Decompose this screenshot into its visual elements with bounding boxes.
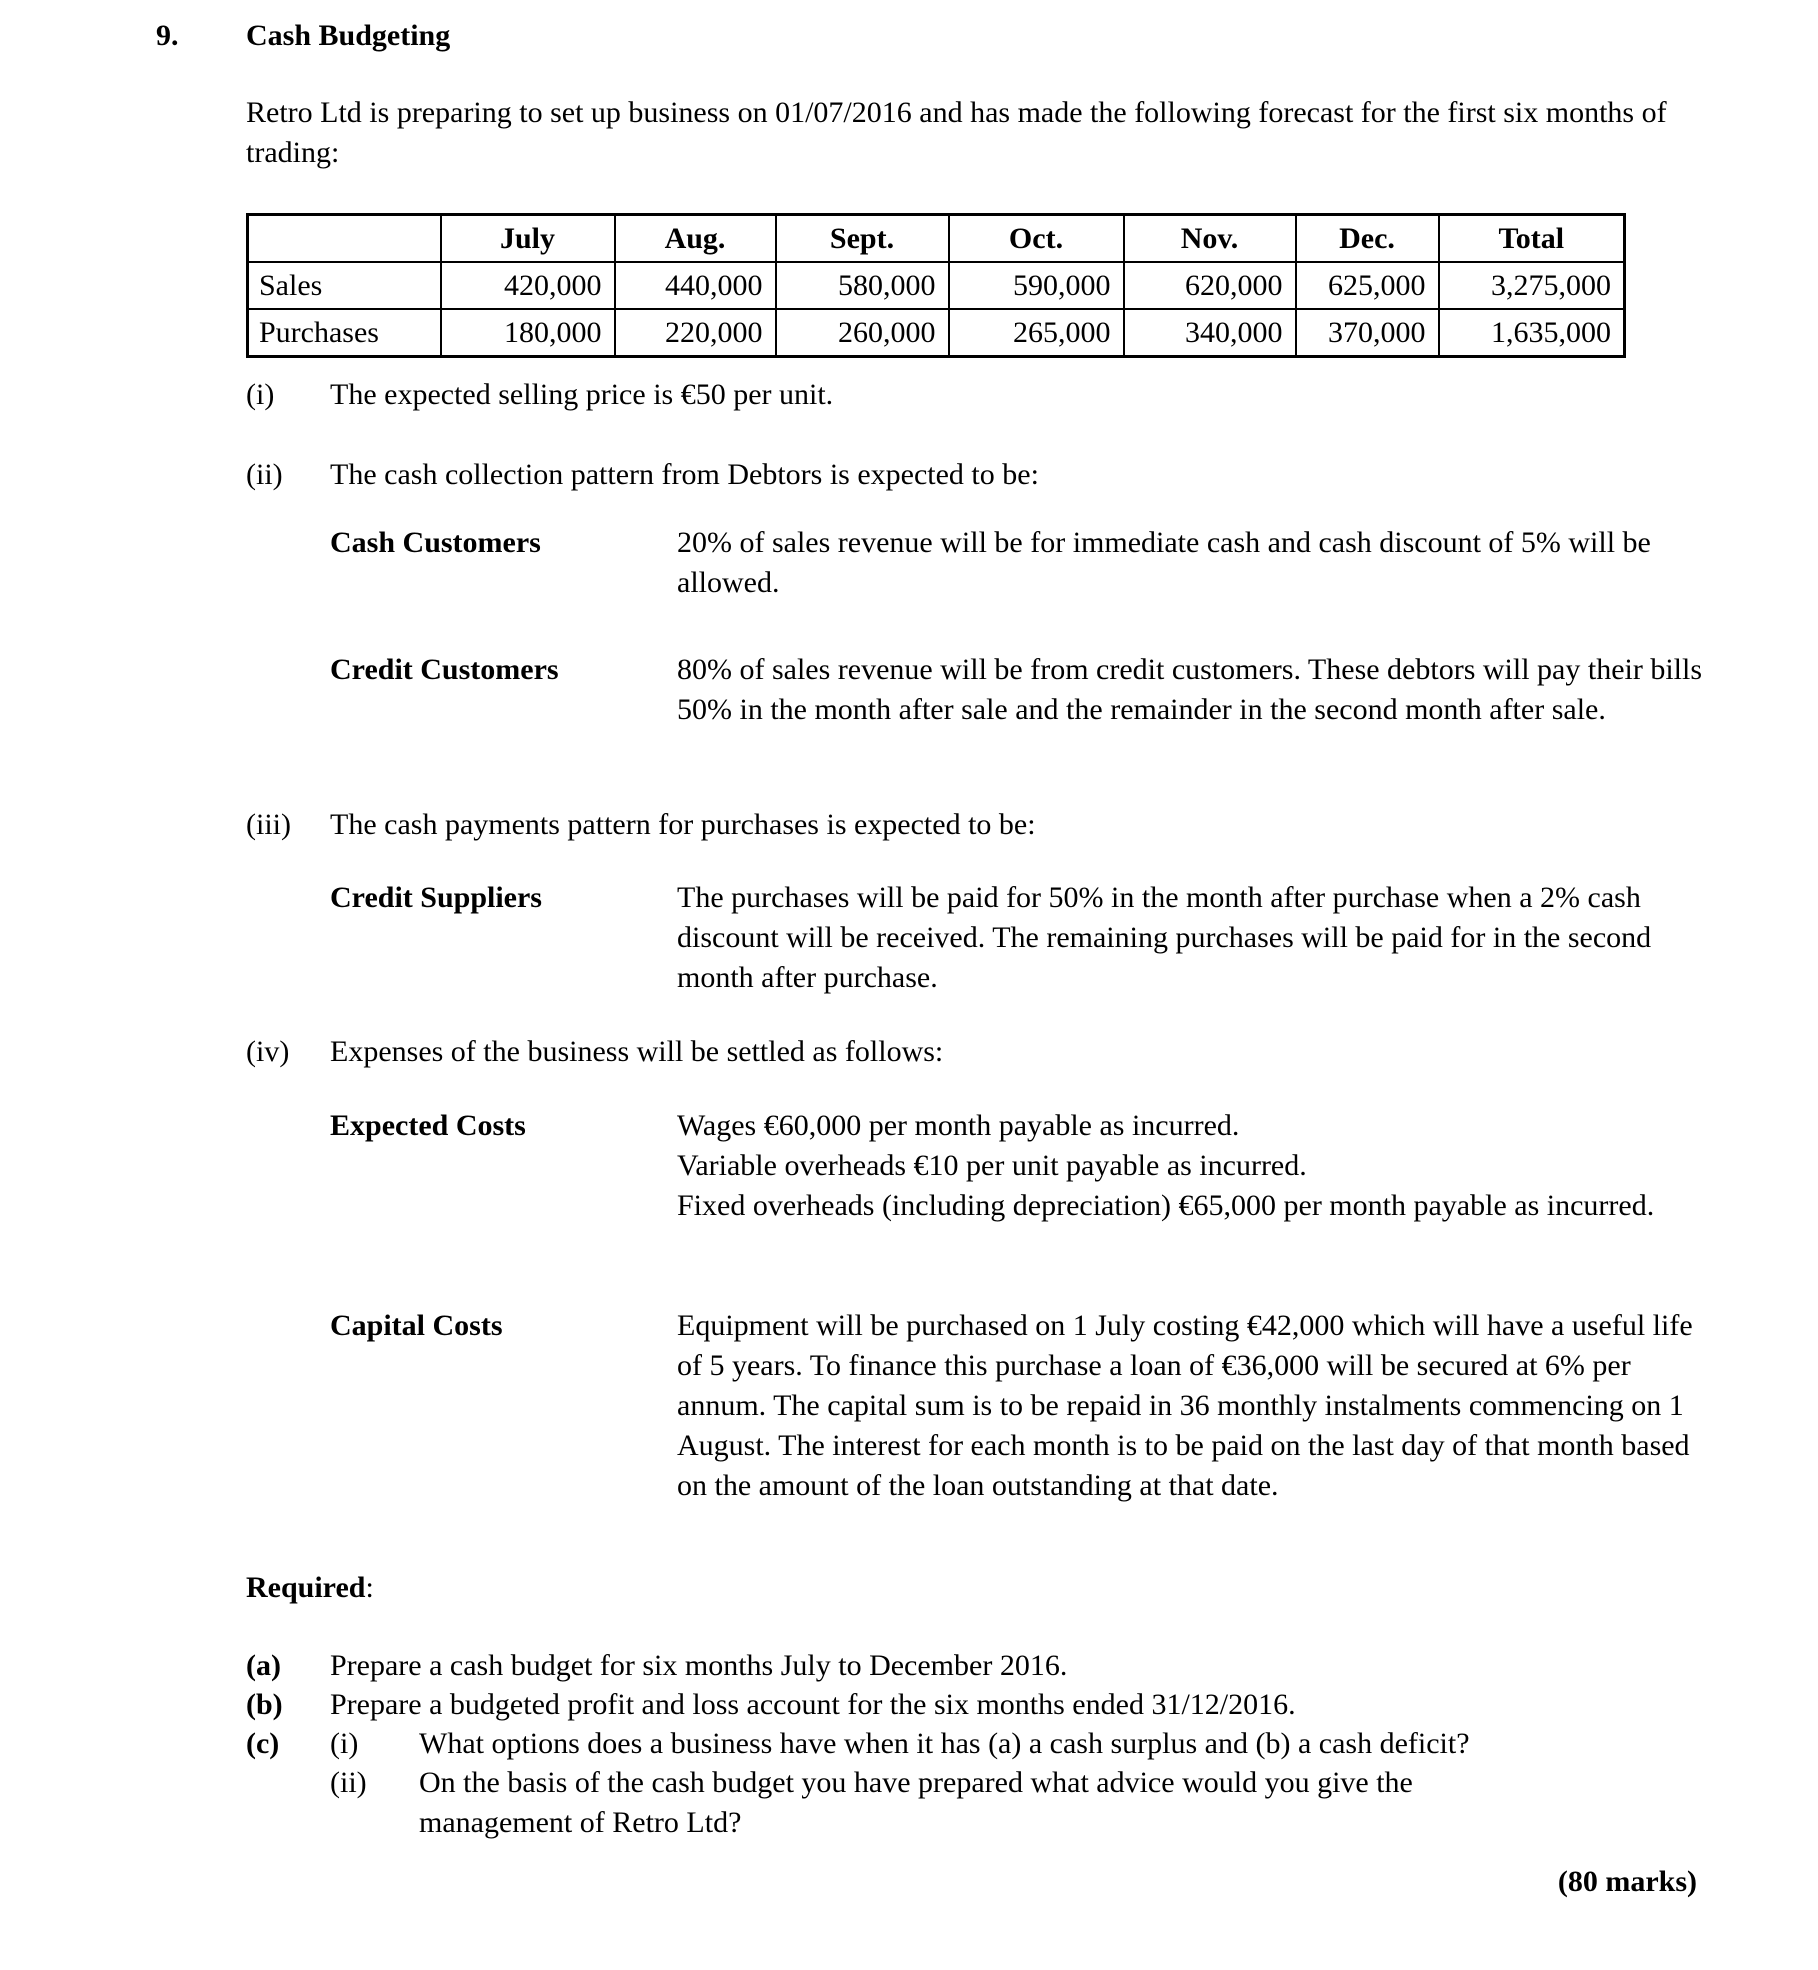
table-header-july: July: [441, 215, 615, 263]
note-i-text: The expected selling price is €50 per unit.: [330, 378, 834, 411]
required-c-i-text: What options does a business have when it has (a) a cash surplus and (b) a cash deficit?: [419, 1727, 1470, 1760]
note-i-label: (i): [246, 378, 275, 411]
cash-customers-label: Cash Customers: [330, 526, 541, 559]
expected-costs-label: Expected Costs: [330, 1109, 526, 1142]
sales-nov: 620,000: [1124, 262, 1296, 309]
question-number: 9.: [156, 19, 179, 52]
note-iv-label: (iv): [246, 1035, 290, 1068]
required-heading: [246, 1568, 374, 1608]
expected-costs-line-variable: Variable overheads €10 per unit payable as incurred.: [677, 1149, 1307, 1182]
table-header-nov: Nov.: [1124, 215, 1296, 263]
sales-july: 420,000: [441, 262, 615, 309]
table-header-aug: Aug.: [615, 215, 776, 263]
table-header-sept: Sept.: [776, 215, 949, 263]
row-label-purchases: Purchases: [248, 309, 441, 357]
sales-sept: 580,000: [776, 262, 949, 309]
required-heading-colon: :: [365, 1571, 374, 1604]
purchases-total: 1,635,000: [1439, 309, 1625, 357]
note-ii-label: (ii): [246, 458, 283, 491]
capital-costs-text: Equipment will be purchased on 1 July costing €42,000 which will have a useful life of 5 years. To finance this purchase a loan of €36,000 will be secured at 6% per annum. The capital sum is to be repaid in 36 monthly instalments commencing on 1 August. The interest for each month is to be paid on the last day of that month based on the amount of the loan outstanding at that date.: [677, 1309, 1693, 1502]
intro-paragraph: Retro Ltd is preparing to set up business on 01/07/2016 and has made the following forecast for the first six months of trading:: [246, 96, 1667, 169]
required-heading-word: Required: [246, 1571, 366, 1604]
required-c-label: (c): [246, 1727, 280, 1760]
required-a-text: Prepare a cash budget for six months July to December 2016.: [330, 1649, 1068, 1682]
required-b-text: Prepare a budgeted profit and loss account for the six months ended 31/12/2016.: [330, 1688, 1296, 1721]
table-row-purchases: [248, 309, 1625, 357]
purchases-nov: 340,000: [1124, 309, 1296, 357]
purchases-oct: 265,000: [949, 309, 1124, 357]
required-c-i-label: (i): [330, 1727, 359, 1760]
table-header-oct: Oct.: [949, 215, 1124, 263]
purchases-july: 180,000: [441, 309, 615, 357]
table-header-row: [248, 215, 1625, 263]
sales-dec: 625,000: [1296, 262, 1439, 309]
expected-costs-text: [677, 1106, 1677, 1226]
note-ii-text: The cash collection pattern from Debtors is expected to be:: [330, 458, 1039, 491]
sales-total: 3,275,000: [1439, 262, 1625, 309]
credit-suppliers-label: Credit Suppliers: [330, 881, 542, 914]
table-header-dec: Dec.: [1296, 215, 1439, 263]
expected-costs-line-fixed: Fixed overheads (including depreciation) €65,000 per month payable as incurred.: [677, 1189, 1655, 1222]
credit-suppliers-text: The purchases will be paid for 50% in the month after purchase when a 2% cash discount will be received. The remaining purchases will be paid for in the second month after purchase.: [677, 881, 1652, 994]
purchases-aug: 220,000: [615, 309, 776, 357]
note-iii-label: (iii): [246, 808, 291, 841]
marks-total: (80 marks): [1557, 1865, 1697, 1898]
purchases-sept: 260,000: [776, 309, 949, 357]
table-header-total: Total: [1439, 215, 1625, 263]
required-b-label: (b): [246, 1688, 283, 1721]
page-title: Cash Budgeting: [246, 19, 451, 52]
capital-costs-label: Capital Costs: [330, 1309, 503, 1342]
forecast-table: [246, 213, 1626, 358]
purchases-dec: 370,000: [1296, 309, 1439, 357]
required-c-ii-line2: management of Retro Ltd?: [419, 1806, 742, 1839]
required-c-ii-line1: On the basis of the cash budget you have prepared what advice would you give the: [419, 1766, 1413, 1799]
required-c-ii-text: [419, 1763, 1413, 1843]
credit-customers-label: Credit Customers: [330, 653, 559, 686]
credit-customers-text: 80% of sales revenue will be from credit customers. These debtors will pay their bills 50% in the month after sale and the remainder in the second month after sale.: [677, 653, 1703, 726]
required-a-label: (a): [246, 1649, 281, 1682]
sales-aug: 440,000: [615, 262, 776, 309]
table-header-empty: [248, 215, 441, 263]
required-c-ii-label: (ii): [330, 1766, 367, 1799]
cash-customers-text: 20% of sales revenue will be for immediate cash and cash discount of 5% will be allowed.: [677, 526, 1651, 599]
expected-costs-line-wages: Wages €60,000 per month payable as incurred.: [677, 1109, 1240, 1142]
sales-oct: 590,000: [949, 262, 1124, 309]
note-iii-text: The cash payments pattern for purchases is expected to be:: [330, 808, 1036, 841]
row-label-sales: Sales: [248, 262, 441, 309]
note-iv-text: Expenses of the business will be settled as follows:: [330, 1035, 944, 1068]
table-row-sales: [248, 262, 1625, 309]
